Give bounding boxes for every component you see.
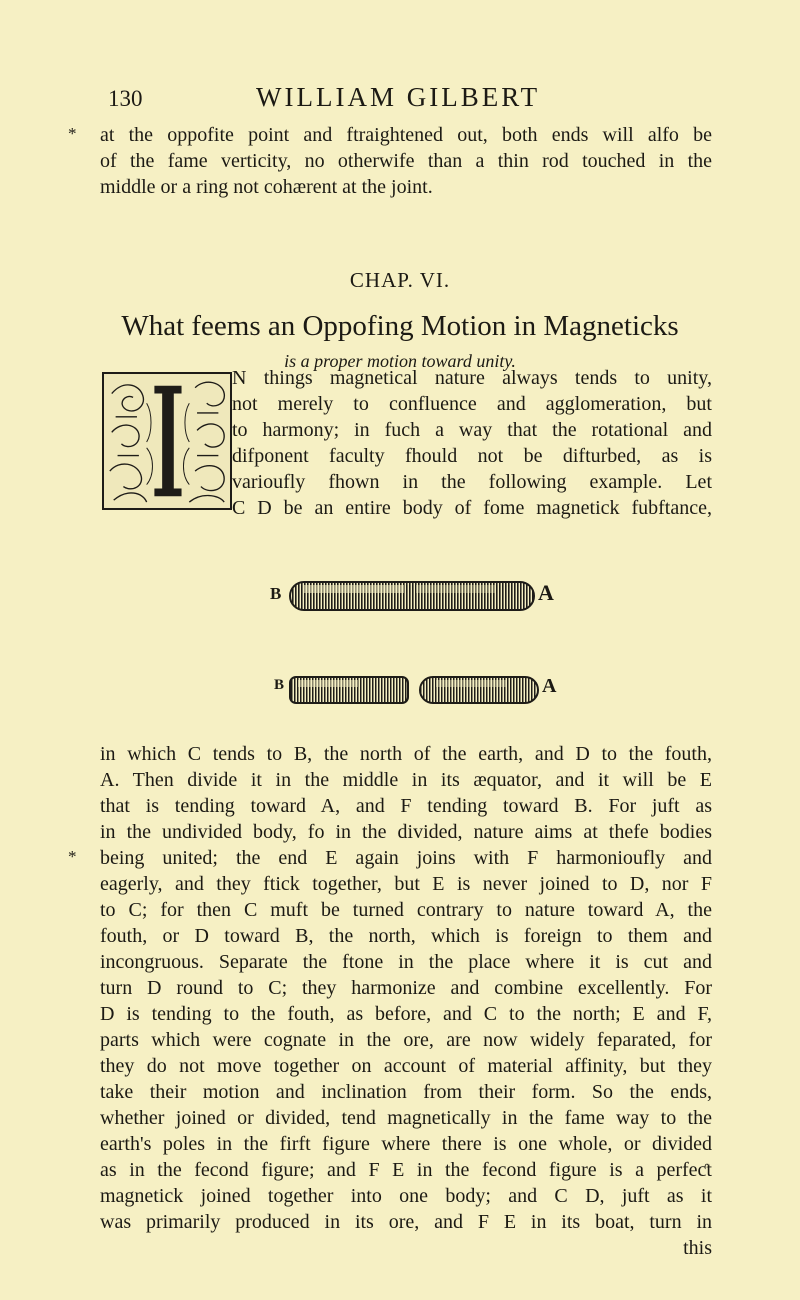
- margin-asterisk: *: [68, 847, 77, 866]
- body-line: eagerly, and they ftick together, but E is never joined to D, nor F: [100, 873, 712, 895]
- body-line: was primarily produced in its ore, and F E in its boat, turn in: [100, 1211, 712, 1233]
- chapter-line: not merely to confluence and agglomeration, but: [232, 393, 712, 415]
- magnet-bar-divided: [288, 673, 542, 707]
- figure-label-a: A: [538, 580, 554, 605]
- body-line: in the undivided body, fo in the divided, nature aims at thefe bodies: [100, 821, 712, 843]
- chapter-title: What feems an Oppofing Motion in Magneticks: [121, 310, 679, 342]
- intro-line: at the oppofite point and ftraightened out, both ends will alfo be: [100, 124, 712, 146]
- chapter-line: difponent faculty fhould not be difturbed, as is: [232, 445, 712, 467]
- magnet-figure-divided: [274, 673, 558, 707]
- chapter-number: CHAP. VI.: [349, 268, 451, 292]
- body-line: earth's poles in the firft figure where there is one whole, or divided: [100, 1133, 712, 1155]
- decorated-initial: [102, 372, 232, 510]
- body-line: that is tending toward A, and F tending toward B. For juft as: [100, 795, 712, 817]
- body-line: whether joined or divided, tend magnetically in the fame way to the: [100, 1107, 712, 1129]
- intro-line: middle or a ring not cohærent at the joint.: [100, 176, 433, 198]
- body-line: parts which were cognate in the ore, are now widely feparated, for: [100, 1029, 712, 1051]
- body-line: D is tending to the fouth, as before, and C to the north; E and F,: [100, 1003, 712, 1025]
- margin-asterisk: *: [68, 124, 77, 143]
- intro-line: of the fame verticity, no otherwife than a thin rod touched in the: [100, 150, 712, 172]
- body-line: being united; the end E again joins with F harmonioufly and: [100, 847, 712, 869]
- magnet-bar-whole: [286, 578, 538, 614]
- figure-label-b: B: [270, 584, 282, 603]
- running-head: [0, 78, 800, 118]
- body-line: to C; for then C muft be turned contrary to nature toward A, the: [100, 899, 712, 921]
- body-line: they do not move together on account of material affinity, but they: [100, 1055, 712, 1077]
- magnet-figure-whole: [270, 578, 560, 614]
- chapter-subtitle: is a proper motion toward unity.: [284, 351, 516, 371]
- body-line: as in the fecond figure; and F E in the fecond figure is a perfeƈt: [100, 1159, 712, 1181]
- page-number: 130: [108, 86, 143, 111]
- body-line: in which C tends to B, the north of the earth, and D to the fouth,: [100, 743, 712, 765]
- body-line: A. Then divide it in the middle in its æquator, and it will be E: [100, 769, 712, 791]
- decorated-initial-ornament: [104, 374, 230, 508]
- body-line: fouth, or D toward B, the north, which is foreign to them and: [100, 925, 712, 947]
- body-line: incongruous. Separate the ftone in the place where it is cut and: [100, 951, 712, 973]
- chapter-first-line: N things magnetical nature always tends to unity,: [232, 367, 712, 389]
- figure-label-b: B: [274, 677, 285, 693]
- chapter-line: varioufly fhown in the following example. Let: [232, 471, 712, 493]
- chapter-line: to harmony; in fuch a way that the rotational and: [232, 419, 712, 441]
- figure-label-a: A: [542, 675, 557, 697]
- body-line: turn D round to C; they harmonize and combine excellently. For: [100, 977, 712, 999]
- running-title: WILLIAM GILBERT: [256, 82, 541, 112]
- body-line: take their motion and inclination from their form. So the ends,: [100, 1081, 712, 1103]
- chapter-line: C D be an entire body of fome magnetick fubftance,: [232, 497, 712, 519]
- catchword: this: [683, 1237, 712, 1259]
- body-line: magnetick joined together into one body; and C D, juft as it: [100, 1185, 712, 1207]
